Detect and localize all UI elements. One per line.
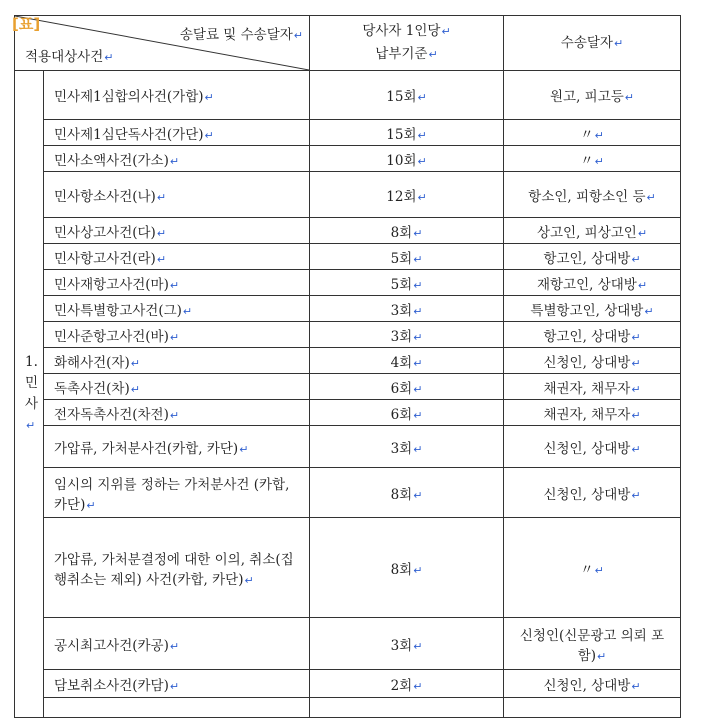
recipient-cell: 신청인(신문광고 의뢰 포함)↵ <box>504 618 681 670</box>
recipient-cell: 〃↵ <box>504 146 681 172</box>
fee-count-cell: 4회↵ <box>310 348 504 374</box>
table-row <box>15 218 681 244</box>
table-row <box>15 374 681 400</box>
case-name-cell: 민사준항고사건(바)↵ <box>44 322 310 348</box>
fee-count-cell: 8회↵ <box>310 518 504 618</box>
case-name-cell: 민사특별항고사건(그)↵ <box>44 296 310 322</box>
header-fee-basis: 당사자 1인당↵ 납부기준↵ <box>310 16 504 71</box>
table-row <box>15 468 681 518</box>
diagonal-header-cell <box>15 16 310 71</box>
table-row <box>15 296 681 322</box>
recipient-cell: 항소인, 피항소인 등↵ <box>504 172 681 218</box>
case-name-cell: 담보취소사건(카담)↵ <box>44 670 310 698</box>
fee-table <box>14 15 681 718</box>
header-recipient: 수송달자↵ <box>504 16 681 71</box>
table-row <box>15 618 681 670</box>
category-label-1: 1. <box>25 354 38 370</box>
recipient-cell: 채권자, 채무자↵ <box>504 400 681 426</box>
recipient-cell: 신청인, 상대방↵ <box>504 468 681 518</box>
table-row <box>15 270 681 296</box>
fee-count-cell: 15회↵ <box>310 71 504 120</box>
page-title: [표] <box>12 15 41 33</box>
recipient-cell: 상고인, 피상고인↵ <box>504 218 681 244</box>
fee-count-cell: 3회↵ <box>310 322 504 348</box>
fee-count-cell: 3회↵ <box>310 426 504 468</box>
category-cell <box>15 71 44 718</box>
recipient-cell: 신청인, 상대방↵ <box>504 348 681 374</box>
fee-count-cell: 2회↵ <box>310 670 504 698</box>
fee-count-cell <box>310 698 504 718</box>
fee-count-cell: 12회↵ <box>310 172 504 218</box>
fee-count-cell: 3회↵ <box>310 296 504 322</box>
header-diag-bottom: 적용대상사건↵ <box>25 49 114 65</box>
table-row <box>15 698 681 718</box>
case-name-cell: 임시의 지위를 정하는 가처분사건 (카합, 카단)↵ <box>44 468 310 518</box>
recipient-cell: 〃↵ <box>504 120 681 146</box>
table-row <box>15 71 681 120</box>
case-name-cell: 전자독촉사건(차전)↵ <box>44 400 310 426</box>
case-name-cell: 민사상고사건(다)↵ <box>44 218 310 244</box>
case-name-cell <box>44 698 310 718</box>
case-name-cell: 민사제1심합의사건(가합)↵ <box>44 71 310 120</box>
recipient-cell: 채권자, 채무자↵ <box>504 374 681 400</box>
fee-count-cell: 5회↵ <box>310 244 504 270</box>
table-row <box>15 172 681 218</box>
case-name-cell: 화해사건(자)↵ <box>44 348 310 374</box>
table-row <box>15 146 681 172</box>
header-row <box>15 16 681 71</box>
recipient-cell: 항고인, 상대방↵ <box>504 322 681 348</box>
table-row <box>15 518 681 618</box>
header-diag-top: 송달료 및 수송달자↵ <box>179 27 303 43</box>
recipient-cell: 재항고인, 상대방↵ <box>504 270 681 296</box>
case-name-cell: 민사제1심단독사건(가단)↵ <box>44 120 310 146</box>
case-name-cell: 공시최고사건(카공)↵ <box>44 618 310 670</box>
recipient-cell <box>504 698 681 718</box>
fee-count-cell: 3회↵ <box>310 618 504 670</box>
recipient-cell: 신청인, 상대방↵ <box>504 670 681 698</box>
case-name-cell: 독촉사건(차)↵ <box>44 374 310 400</box>
table-row <box>15 426 681 468</box>
category-label-3: 사↵ <box>25 396 39 432</box>
fee-count-cell: 6회↵ <box>310 374 504 400</box>
table-row <box>15 400 681 426</box>
table-row <box>15 120 681 146</box>
table-row <box>15 670 681 698</box>
fee-count-cell: 8회↵ <box>310 468 504 518</box>
recipient-cell: 특별항고인, 상대방↵ <box>504 296 681 322</box>
fee-count-cell: 5회↵ <box>310 270 504 296</box>
case-name-cell: 민사항고사건(라)↵ <box>44 244 310 270</box>
category-label-2: 민 <box>25 375 39 391</box>
table-row <box>15 348 681 374</box>
fee-count-cell: 8회↵ <box>310 218 504 244</box>
fee-count-cell: 6회↵ <box>310 400 504 426</box>
case-name-cell: 가압류, 가처분결정에 대한 이의, 취소(집행취소는 제외) 사건(카합, 카단)↵ <box>44 518 310 618</box>
recipient-cell: 원고, 피고등↵ <box>504 71 681 120</box>
fee-count-cell: 15회↵ <box>310 120 504 146</box>
table-row <box>15 244 681 270</box>
recipient-cell: 항고인, 상대방↵ <box>504 244 681 270</box>
case-name-cell: 민사소액사건(가소)↵ <box>44 146 310 172</box>
case-name-cell: 민사항소사건(나)↵ <box>44 172 310 218</box>
recipient-cell: 신청인, 상대방↵ <box>504 426 681 468</box>
recipient-cell: 〃↵ <box>504 518 681 618</box>
table-row <box>15 322 681 348</box>
case-name-cell: 가압류, 가처분사건(카합, 카단)↵ <box>44 426 310 468</box>
fee-count-cell: 10회↵ <box>310 146 504 172</box>
case-name-cell: 민사재항고사건(마)↵ <box>44 270 310 296</box>
